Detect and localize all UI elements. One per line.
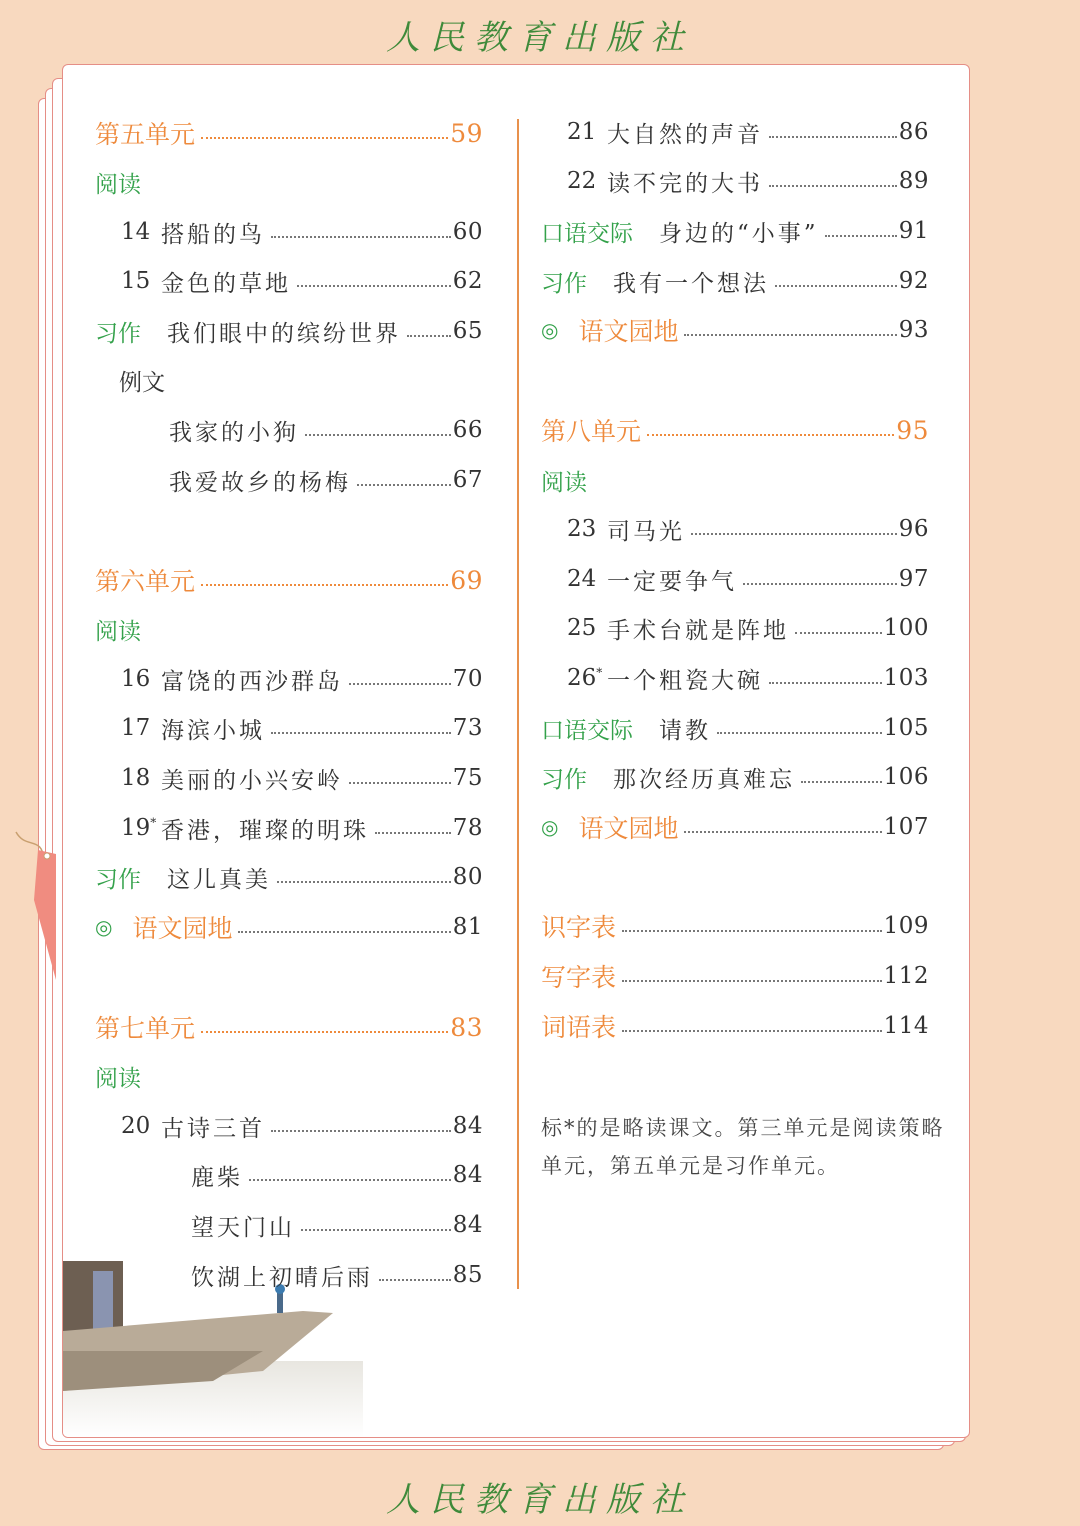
entry-title: 语文园地	[578, 814, 679, 843]
toc-unit-5[interactable]	[95, 113, 483, 153]
dot-leader	[717, 732, 882, 734]
lesson-title: 海滨小城	[161, 717, 265, 744]
lesson-title: 美丽的小兴安岭	[161, 767, 343, 794]
toc-lesson-15[interactable]	[121, 261, 483, 301]
section-reading: 阅读	[95, 1065, 141, 1092]
section-reading: 阅读	[95, 171, 141, 198]
entry-title: 我们眼中的缤纷世界	[167, 320, 401, 347]
dot-leader	[249, 1179, 451, 1181]
toc-poem-luchai[interactable]	[191, 1155, 483, 1195]
dot-leader	[201, 137, 448, 139]
toc-lesson-20[interactable]	[121, 1106, 483, 1146]
entry-title: 词语表	[541, 1013, 617, 1042]
toc-writing-106[interactable]	[541, 757, 929, 797]
section-reading: 阅读	[541, 469, 587, 496]
page-number: 91	[898, 218, 929, 244]
dot-leader	[357, 484, 451, 486]
dot-leader	[743, 583, 897, 585]
lesson-number: 19*	[121, 815, 157, 841]
dot-leader	[271, 1130, 451, 1132]
toc-appendix-xiezi[interactable]	[541, 956, 929, 996]
dot-leader	[349, 782, 451, 784]
ring-icon: ◎	[541, 318, 559, 342]
toc-oral-105[interactable]	[541, 708, 929, 748]
unit-title: 第五单元	[95, 120, 196, 149]
page-number: 93	[898, 317, 929, 343]
entry-title: 望天门山	[191, 1214, 295, 1241]
page-number: 85	[452, 1262, 483, 1288]
bookmark-tag-icon	[14, 830, 58, 980]
lesson-title: 大自然的声音	[607, 121, 763, 148]
dot-leader	[238, 931, 450, 933]
page-number: 112	[883, 963, 929, 989]
dot-leader	[622, 930, 882, 932]
toc-lesson-24[interactable]	[567, 559, 929, 599]
page-number: 62	[452, 268, 483, 294]
dot-leader	[769, 136, 897, 138]
entry-title: 我家的小狗	[169, 419, 299, 446]
unit-title: 第六单元	[95, 567, 196, 596]
category-label: 习作	[541, 766, 587, 793]
lesson-number: 23	[567, 516, 597, 542]
dot-leader	[622, 1030, 882, 1032]
dot-leader	[305, 434, 451, 436]
category-label: 口语交际	[541, 717, 633, 744]
toc-lesson-22[interactable]	[567, 161, 929, 201]
section-reading: 阅读	[95, 618, 141, 645]
dot-leader	[297, 285, 451, 287]
page-number: 70	[452, 666, 483, 692]
publisher-logo-bottom: 人民教育出版社	[386, 1480, 694, 1520]
dot-leader	[201, 1031, 448, 1033]
toc-lesson-23[interactable]	[567, 509, 929, 549]
page-number: 78	[452, 815, 483, 841]
toc-example-67[interactable]	[169, 460, 483, 500]
page-number: 107	[883, 814, 929, 840]
dot-leader	[647, 434, 894, 436]
lesson-number: 15	[121, 268, 151, 294]
lesson-number: 20	[121, 1113, 151, 1139]
category-label: 习作	[95, 866, 141, 893]
page-number: 75	[452, 765, 483, 791]
lesson-title: 金色的草地	[161, 270, 291, 297]
dot-leader	[277, 881, 451, 883]
page-number: 95	[896, 415, 929, 445]
dot-leader	[271, 732, 451, 734]
toc-lesson-16[interactable]	[121, 659, 483, 699]
unit-title: 第七单元	[95, 1014, 196, 1043]
toc-example-66[interactable]	[169, 410, 483, 450]
page-number: 89	[898, 168, 929, 194]
lesson-title: 富饶的西沙群岛	[161, 668, 343, 695]
page-number: 80	[452, 864, 483, 890]
column-divider	[517, 119, 519, 1289]
entry-title: 我爱故乡的杨梅	[169, 469, 351, 496]
dot-leader	[375, 832, 451, 834]
toc-page	[62, 64, 970, 1438]
page-number: 84	[452, 1113, 483, 1139]
dot-leader	[201, 584, 448, 586]
page-number: 97	[898, 566, 929, 592]
page-number: 60	[452, 219, 483, 245]
category-label: 习作	[95, 320, 141, 347]
toc-poem-hushang[interactable]	[191, 1255, 483, 1295]
page-number: 105	[883, 715, 929, 741]
entry-title: 语文园地	[578, 317, 679, 346]
lesson-number: 21	[567, 119, 597, 145]
entry-title: 饮湖上初晴后雨	[191, 1264, 373, 1291]
lesson-number: 22	[567, 168, 597, 194]
lesson-number: 14	[121, 219, 151, 245]
entry-title: 请教	[659, 717, 711, 744]
lesson-title: 一定要争气	[607, 568, 737, 595]
page-number: 73	[452, 715, 483, 741]
toc-garden-93[interactable]	[541, 310, 929, 350]
entry-title: 语文园地	[132, 914, 233, 943]
toc-appendix-shizi[interactable]	[541, 906, 929, 946]
page-number: 83	[450, 1012, 483, 1042]
toc-lesson-19[interactable]	[121, 808, 483, 848]
category-label: 习作	[541, 270, 587, 297]
lesson-number: 17	[121, 715, 151, 741]
entry-title: 身边的“小事”	[659, 220, 819, 247]
toc-unit-8[interactable]	[541, 410, 929, 450]
toc-lesson-14[interactable]	[121, 212, 483, 252]
publisher-logo-top: 人民教育出版社	[386, 18, 694, 58]
category-label: 口语交际	[541, 220, 633, 247]
page-number: 92	[898, 268, 929, 294]
dot-leader	[795, 632, 882, 634]
skim-reading-star: *	[596, 665, 603, 680]
toc-garden-81[interactable]	[95, 907, 483, 947]
page-number: 67	[452, 467, 483, 493]
lesson-number: 24	[567, 566, 597, 592]
page-number: 81	[452, 914, 483, 940]
toc-unit-6[interactable]	[95, 560, 483, 600]
page-number: 59	[450, 118, 483, 148]
page-number: 103	[883, 665, 929, 691]
toc-writing-65[interactable]	[95, 311, 483, 351]
lesson-title: 读不完的大书	[607, 170, 763, 197]
dot-leader	[769, 682, 882, 684]
page-number: 69	[450, 565, 483, 595]
dot-leader	[349, 683, 451, 685]
lesson-title: 司马光	[607, 518, 685, 545]
lesson-title: 一个粗瓷大碗	[607, 667, 763, 694]
page-number: 84	[452, 1162, 483, 1188]
dot-leader	[775, 285, 897, 287]
dot-leader	[379, 1279, 451, 1281]
ring-icon: ◎	[541, 815, 559, 839]
lesson-title: 古诗三首	[161, 1115, 265, 1142]
page-number: 66	[452, 417, 483, 443]
toc-oral-91[interactable]	[541, 211, 929, 251]
entry-title: 这儿真美	[167, 866, 271, 893]
toc-unit-7[interactable]	[95, 1007, 483, 1047]
entry-title: 写字表	[541, 963, 617, 992]
page-number: 96	[898, 516, 929, 542]
lesson-number: 26*	[567, 665, 603, 691]
entry-title: 识字表	[541, 913, 617, 942]
entry-title: 鹿柴	[191, 1164, 243, 1191]
dot-leader	[825, 235, 897, 237]
dot-leader	[769, 185, 897, 187]
ring-icon: ◎	[95, 915, 113, 939]
page-number: 106	[883, 764, 929, 790]
entry-title: 我有一个想法	[613, 270, 769, 297]
toc-writing-80[interactable]	[95, 857, 483, 897]
dot-leader	[684, 334, 896, 336]
lesson-title: 搭船的鸟	[161, 221, 265, 248]
toc-poem-tianmenshan[interactable]	[191, 1205, 483, 1245]
dot-leader	[801, 781, 882, 783]
toc-lesson-21[interactable]	[567, 112, 929, 152]
page-number: 86	[898, 119, 929, 145]
page-number: 84	[452, 1212, 483, 1238]
skim-reading-star: *	[150, 815, 157, 830]
subhead-example: 例文	[119, 369, 165, 396]
unit-title: 第八单元	[541, 417, 642, 446]
dot-leader	[301, 1229, 451, 1231]
lesson-number: 16	[121, 666, 151, 692]
toc-lesson-25[interactable]	[567, 608, 929, 648]
page-number: 65	[452, 318, 483, 344]
lesson-title: 手术台就是阵地	[607, 617, 789, 644]
dot-leader	[407, 335, 451, 337]
entry-title: 那次经历真难忘	[613, 766, 795, 793]
toc-garden-107[interactable]	[541, 807, 929, 847]
lesson-title: 香港，璀璨的明珠	[161, 817, 369, 844]
toc-appendix-ciyu[interactable]	[541, 1006, 929, 1046]
dot-leader	[271, 236, 451, 238]
toc-lesson-18[interactable]	[121, 758, 483, 798]
page-number: 114	[883, 1013, 929, 1039]
page-number: 100	[883, 615, 929, 641]
lesson-number: 18	[121, 765, 151, 791]
toc-lesson-26[interactable]	[567, 658, 929, 698]
dot-leader	[684, 831, 881, 833]
footnote: 标*的是略读课文。第三单元是阅读策略单元，第五单元是习作单元。	[541, 1116, 945, 1178]
page-number: 109	[883, 913, 929, 939]
toc-lesson-17[interactable]	[121, 708, 483, 748]
dot-leader	[622, 980, 882, 982]
lesson-number: 25	[567, 615, 597, 641]
dot-leader	[691, 533, 897, 535]
toc-writing-92[interactable]	[541, 261, 929, 301]
